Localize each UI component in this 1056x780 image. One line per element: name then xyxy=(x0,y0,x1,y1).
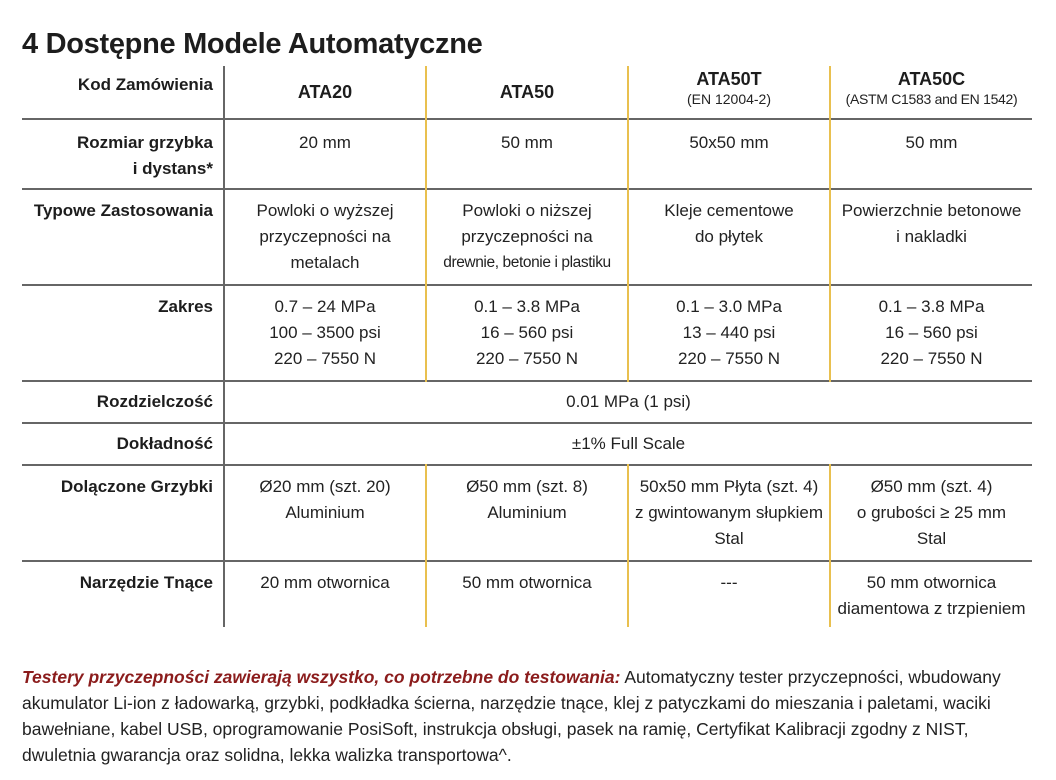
table-cell: 0.1 – 3.8 MPa 16 – 560 psi 220 – 7550 N xyxy=(426,285,628,381)
model-header-ata50c xyxy=(830,66,1032,119)
table-cell: 0.7 – 24 MPa 100 – 3500 psi 220 – 7550 N xyxy=(269,297,381,368)
table-cell-span: 0.01 MPa (1 psi) xyxy=(566,392,691,411)
table-cell: 0.1 – 3.0 MPa 13 – 440 psi 220 – 7550 N xyxy=(628,285,830,381)
table-cell: Powloki o niższej przyczepności na drewnie, betonie i plastiku xyxy=(426,189,628,285)
table-cell: 50 mm xyxy=(830,119,1032,189)
note-body: Automatyczny tester przyczepności, wbudowany akumulator Li-ion z ładowarką, grzybki, podkładka ścierna, narzędzie tnące, klej z patyczkami do mieszania i paletami, waciki bawełniane, kabel USB, oprogramowanie PosiSoft, instrukcja obsługi, pasek na ramię, Certyfikat Kalibracji zgodny z NIST, dwuletnia gwarancja oraz solidna, lekka walizka transportowa^. xyxy=(22,667,1001,765)
table-cell-span: ±1% Full Scale xyxy=(571,434,686,453)
table-cell: Powloki o wyższej przyczepności na metalach xyxy=(256,201,394,272)
table-cell: Ø50 mm (szt. 4) o grubości ≥ 25 mm Stal xyxy=(830,465,1032,561)
row-label: Dokładność xyxy=(22,423,224,465)
row-label: Narzędzie Tnące xyxy=(22,561,224,627)
table-cell: 20 mm otwornica xyxy=(260,573,390,592)
table-cell: 50x50 mm xyxy=(628,119,830,189)
table-cell: 50 mm otwornica xyxy=(426,561,628,627)
table-cell: 50 mm xyxy=(426,119,628,189)
table-cell: --- xyxy=(628,561,830,627)
page-title: 4 Dostępne Modele Automatyczne xyxy=(22,28,483,60)
header-row xyxy=(22,66,1032,119)
table-row-cutting-tool xyxy=(22,561,1032,627)
row-label: Typowe Zastosowania xyxy=(22,189,224,285)
row-label: Rozdzielczość xyxy=(22,381,224,423)
table-cell: 0.1 – 3.8 MPa 16 – 560 psi 220 – 7550 N xyxy=(830,285,1032,381)
model-name: ATA20 xyxy=(297,82,353,102)
model-name: ATA50T xyxy=(696,69,762,89)
table-cell: 50x50 mm Płyta (szt. 4) z gwintowanym słupkiem Stal xyxy=(628,465,830,561)
table-cell: Powierzchnie betonowe i nakladki xyxy=(830,189,1032,285)
table-row-included-dollies xyxy=(22,465,1032,561)
table-row-applications xyxy=(22,189,1032,285)
row-label: Dolączone Grzybki xyxy=(22,465,224,561)
model-header-ata50t xyxy=(628,66,830,119)
model-name: ATA50 xyxy=(499,82,555,102)
model-header-ata50 xyxy=(426,66,628,119)
row-label: Zakres xyxy=(22,285,224,381)
models-table xyxy=(22,66,1032,627)
table-cell: Kleje cementowe do płytek xyxy=(628,189,830,285)
table-cell: 50 mm otwornica diamentowa z trzpieniem xyxy=(830,561,1032,627)
model-standard: (ASTM C1583 and EN 1542) xyxy=(845,91,1018,107)
table-cell: Ø20 mm (szt. 20) Aluminium xyxy=(259,477,391,522)
table-cell: 20 mm xyxy=(299,133,351,152)
table-row-dolly-size xyxy=(22,119,1032,189)
table-row-accuracy xyxy=(22,423,1032,465)
table-cell: Ø50 mm (szt. 8) Aluminium xyxy=(426,465,628,561)
model-standard: (EN 12004-2) xyxy=(686,91,772,107)
model-header-ata20 xyxy=(224,66,426,119)
table-row-resolution xyxy=(22,381,1032,423)
model-name: ATA50C xyxy=(897,69,966,89)
order-code-label: Kod Zamówienia xyxy=(22,66,224,119)
table-row-range xyxy=(22,285,1032,381)
row-label: Rozmiar grzybka i dystans* xyxy=(22,119,224,189)
included-contents-note xyxy=(22,664,1034,768)
note-lead: Testery przyczepności zawierają wszystko, co potrzebne do testowania: xyxy=(22,667,621,687)
